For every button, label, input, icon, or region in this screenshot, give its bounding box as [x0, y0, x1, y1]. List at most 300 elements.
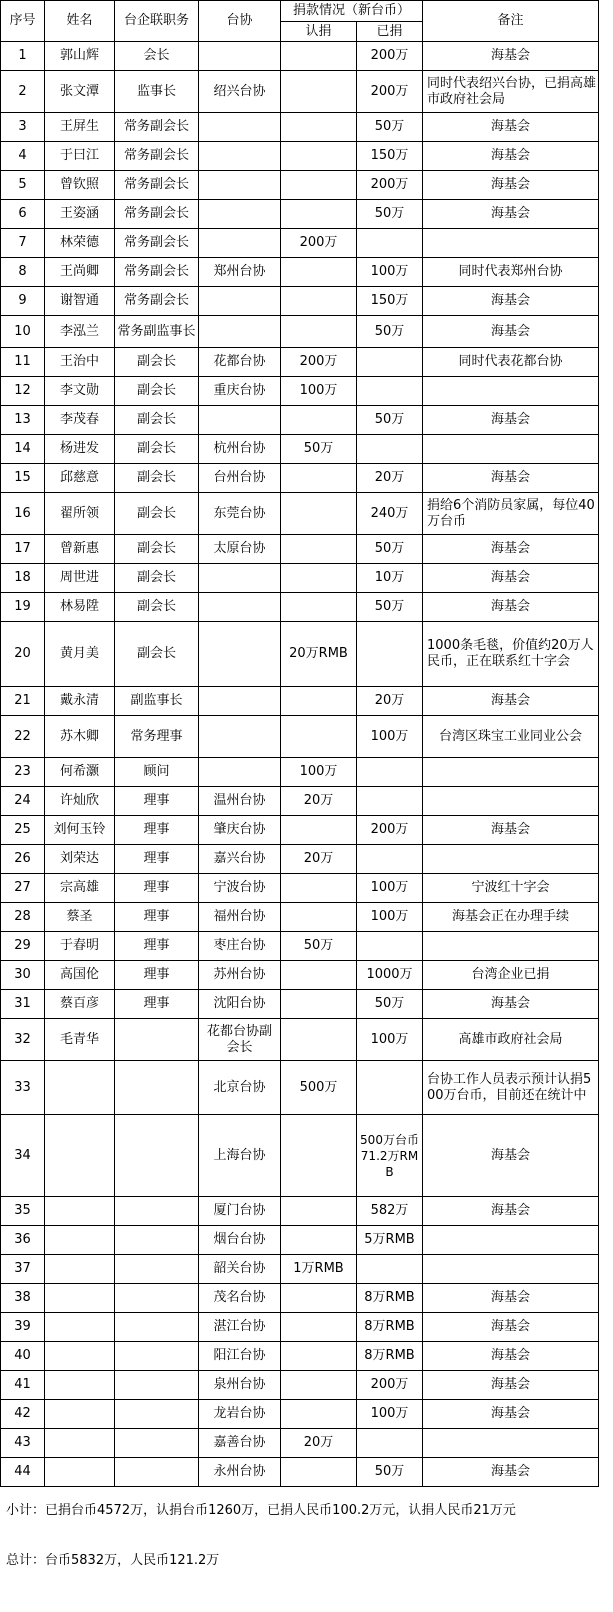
- cell-assoc: 厦门台协: [199, 1197, 281, 1226]
- cell-title: [115, 1313, 199, 1342]
- cell-title: 会长: [115, 42, 199, 71]
- cell-donated: [357, 1061, 423, 1115]
- cell-title: 理事: [115, 961, 199, 990]
- cell-name: [45, 1255, 115, 1284]
- cell-name: 王尚卿: [45, 258, 115, 287]
- cell-assoc: 北京台协: [199, 1061, 281, 1115]
- cell-title: 常务副会长: [115, 229, 199, 258]
- cell-assoc: 永州台协: [199, 1458, 281, 1487]
- cell-name: [45, 1371, 115, 1400]
- cell-donated: 50万: [357, 316, 423, 348]
- cell-pledged: [281, 42, 357, 71]
- cell-donated: [357, 622, 423, 687]
- cell-name: 林易陞: [45, 593, 115, 622]
- cell-name: [45, 1115, 115, 1197]
- table-row: [1, 787, 599, 816]
- cell-title: [115, 1019, 199, 1061]
- cell-donated: [357, 377, 423, 406]
- cell-note: 同时代表绍兴台协，已捐高雄市政府社会局: [423, 71, 599, 113]
- cell-seq: 21: [1, 687, 45, 716]
- cell-name: 宗高雄: [45, 874, 115, 903]
- cell-note: 同时代表郑州台协: [423, 258, 599, 287]
- cell-assoc: [199, 622, 281, 687]
- table-row: [1, 622, 599, 687]
- cell-name: 黄月美: [45, 622, 115, 687]
- cell-note: 海基会: [423, 1371, 599, 1400]
- cell-name: [45, 1284, 115, 1313]
- cell-seq: 6: [1, 200, 45, 229]
- cell-pledged: [281, 464, 357, 493]
- cell-note: [423, 787, 599, 816]
- cell-pledged: [281, 687, 357, 716]
- cell-title: 理事: [115, 932, 199, 961]
- cell-seq: 41: [1, 1371, 45, 1400]
- cell-pledged: 50万: [281, 932, 357, 961]
- table-row: [1, 200, 599, 229]
- cell-pledged: 200万: [281, 348, 357, 377]
- cell-pledged: [281, 903, 357, 932]
- cell-pledged: 200万: [281, 229, 357, 258]
- cell-title: [115, 1400, 199, 1429]
- cell-pledged: 20万RMB: [281, 622, 357, 687]
- cell-pledged: [281, 142, 357, 171]
- cell-note: 海基会: [423, 406, 599, 435]
- cell-seq: 7: [1, 229, 45, 258]
- cell-name: 何希灏: [45, 758, 115, 787]
- table-row: [1, 142, 599, 171]
- cell-seq: 12: [1, 377, 45, 406]
- cell-donated: [357, 758, 423, 787]
- cell-note: [423, 1429, 599, 1458]
- cell-seq: 13: [1, 406, 45, 435]
- cell-pledged: [281, 1400, 357, 1429]
- cell-assoc: 郑州台协: [199, 258, 281, 287]
- cell-pledged: [281, 874, 357, 903]
- cell-pledged: 50万: [281, 435, 357, 464]
- cell-pledged: 500万: [281, 1061, 357, 1115]
- table-row: [1, 1284, 599, 1313]
- cell-assoc: [199, 113, 281, 142]
- table-row: [1, 435, 599, 464]
- cell-assoc: 东莞台协: [199, 493, 281, 535]
- cell-seq: 40: [1, 1342, 45, 1371]
- cell-name: 高国伦: [45, 961, 115, 990]
- cell-name: [45, 1197, 115, 1226]
- cell-pledged: [281, 113, 357, 142]
- cell-donated: 200万: [357, 1371, 423, 1400]
- cell-assoc: [199, 687, 281, 716]
- cell-name: [45, 1061, 115, 1115]
- cell-assoc: [199, 716, 281, 758]
- cell-seq: 26: [1, 845, 45, 874]
- cell-seq: 29: [1, 932, 45, 961]
- cell-seq: 11: [1, 348, 45, 377]
- cell-note: 海基会: [423, 200, 599, 229]
- cell-pledged: 20万: [281, 1429, 357, 1458]
- cell-title: 副监事长: [115, 687, 199, 716]
- cell-assoc: 阳江台协: [199, 1342, 281, 1371]
- cell-note: 海基会: [423, 990, 599, 1019]
- cell-assoc: [199, 406, 281, 435]
- table-row: [1, 1458, 599, 1487]
- cell-donated: 240万: [357, 493, 423, 535]
- cell-assoc: 茂名台协: [199, 1284, 281, 1313]
- table-row: [1, 535, 599, 564]
- cell-pledged: [281, 816, 357, 845]
- cell-pledged: [281, 258, 357, 287]
- cell-name: 王姿涵: [45, 200, 115, 229]
- cell-title: [115, 1115, 199, 1197]
- cell-pledged: [281, 1342, 357, 1371]
- table-row: [1, 593, 599, 622]
- cell-note: 海基会: [423, 1115, 599, 1197]
- cell-pledged: [281, 535, 357, 564]
- table-row: [1, 1255, 599, 1284]
- cell-donated: 100万: [357, 1400, 423, 1429]
- cell-note: 海基会正在办理手续: [423, 903, 599, 932]
- cell-assoc: 嘉善台协: [199, 1429, 281, 1458]
- cell-title: 副会长: [115, 348, 199, 377]
- cell-donated: [357, 1429, 423, 1458]
- cell-donated: 50万: [357, 200, 423, 229]
- cell-note: 海基会: [423, 1313, 599, 1342]
- cell-donated: 150万: [357, 142, 423, 171]
- cell-name: [45, 1313, 115, 1342]
- cell-name: 邱慈意: [45, 464, 115, 493]
- cell-donated: [357, 229, 423, 258]
- cell-note: 海基会: [423, 687, 599, 716]
- cell-name: [45, 1458, 115, 1487]
- cell-note: 宁波红十字会: [423, 874, 599, 903]
- cell-pledged: [281, 493, 357, 535]
- cell-title: 监事长: [115, 71, 199, 113]
- cell-seq: 20: [1, 622, 45, 687]
- cell-title: 常务副会长: [115, 142, 199, 171]
- cell-seq: 23: [1, 758, 45, 787]
- cell-seq: 44: [1, 1458, 45, 1487]
- cell-title: 理事: [115, 816, 199, 845]
- cell-assoc: 台州台协: [199, 464, 281, 493]
- table-row: [1, 1197, 599, 1226]
- header-name: 姓名: [45, 1, 115, 42]
- cell-donated: 10万: [357, 564, 423, 593]
- cell-seq: 36: [1, 1226, 45, 1255]
- cell-note: 海基会: [423, 816, 599, 845]
- cell-title: [115, 1458, 199, 1487]
- cell-note: 海基会: [423, 1342, 599, 1371]
- cell-note: 海基会: [423, 42, 599, 71]
- cell-seq: 16: [1, 493, 45, 535]
- cell-note: [423, 845, 599, 874]
- table-row: [1, 464, 599, 493]
- cell-pledged: [281, 200, 357, 229]
- cell-title: 副会长: [115, 593, 199, 622]
- table-row: [1, 845, 599, 874]
- cell-donated: [357, 845, 423, 874]
- cell-donated: 50万: [357, 990, 423, 1019]
- cell-name: 刘荣达: [45, 845, 115, 874]
- cell-seq: 27: [1, 874, 45, 903]
- cell-seq: 38: [1, 1284, 45, 1313]
- table-row: [1, 406, 599, 435]
- table-row: [1, 493, 599, 535]
- cell-title: 副会长: [115, 622, 199, 687]
- cell-donated: [357, 787, 423, 816]
- cell-seq: 32: [1, 1019, 45, 1061]
- cell-title: 常务副会长: [115, 171, 199, 200]
- cell-title: 常务副会长: [115, 113, 199, 142]
- cell-title: 理事: [115, 845, 199, 874]
- cell-donated: 50万: [357, 113, 423, 142]
- cell-title: 副会长: [115, 464, 199, 493]
- cell-name: 于春明: [45, 932, 115, 961]
- cell-assoc: [199, 564, 281, 593]
- cell-donated: 200万: [357, 816, 423, 845]
- cell-title: 副会长: [115, 564, 199, 593]
- cell-pledged: [281, 593, 357, 622]
- cell-pledged: [281, 406, 357, 435]
- cell-note: 海基会: [423, 535, 599, 564]
- cell-donated: 50万: [357, 406, 423, 435]
- cell-name: 苏木卿: [45, 716, 115, 758]
- cell-name: 刘何玉铃: [45, 816, 115, 845]
- cell-name: 李泓兰: [45, 316, 115, 348]
- cell-seq: 2: [1, 71, 45, 113]
- cell-donated: 20万: [357, 464, 423, 493]
- cell-assoc: [199, 200, 281, 229]
- cell-seq: 42: [1, 1400, 45, 1429]
- cell-note: 海基会: [423, 171, 599, 200]
- cell-assoc: [199, 316, 281, 348]
- cell-donated: 150万: [357, 287, 423, 316]
- cell-title: 副会长: [115, 493, 199, 535]
- table-row: [1, 1019, 599, 1061]
- cell-pledged: [281, 1226, 357, 1255]
- table-row: [1, 1400, 599, 1429]
- table-row: [1, 1313, 599, 1342]
- cell-assoc: 烟台台协: [199, 1226, 281, 1255]
- cell-note: 海基会: [423, 287, 599, 316]
- cell-seq: 19: [1, 593, 45, 622]
- cell-name: 李茂春: [45, 406, 115, 435]
- cell-seq: 14: [1, 435, 45, 464]
- cell-note: [423, 229, 599, 258]
- cell-assoc: 上海台协: [199, 1115, 281, 1197]
- cell-donated: 200万: [357, 42, 423, 71]
- cell-note: 海基会: [423, 142, 599, 171]
- header-pledged: 认捐: [281, 22, 357, 42]
- cell-pledged: 20万: [281, 845, 357, 874]
- table-row: [1, 316, 599, 348]
- cell-donated: 20万: [357, 687, 423, 716]
- cell-donated: 100万: [357, 716, 423, 758]
- cell-donated: 8万RMB: [357, 1342, 423, 1371]
- cell-title: 常务副会长: [115, 287, 199, 316]
- subtotal-line: 小计：已捐台币4572万，认捐台币1260万，已捐人民币100.2万元，认捐人民币21万元: [6, 1503, 516, 1518]
- cell-name: 蔡百彦: [45, 990, 115, 1019]
- table-row: [1, 758, 599, 787]
- cell-name: 曾钦照: [45, 171, 115, 200]
- cell-pledged: [281, 71, 357, 113]
- cell-seq: 28: [1, 903, 45, 932]
- cell-assoc: 绍兴台协: [199, 71, 281, 113]
- cell-donated: 200万: [357, 71, 423, 113]
- table-row: [1, 1226, 599, 1255]
- cell-name: 李文勋: [45, 377, 115, 406]
- cell-donated: [357, 932, 423, 961]
- cell-note: 海基会: [423, 593, 599, 622]
- header-seq: 序号: [1, 1, 45, 42]
- cell-pledged: [281, 564, 357, 593]
- table-row: [1, 932, 599, 961]
- cell-assoc: [199, 142, 281, 171]
- cell-name: 郭山辉: [45, 42, 115, 71]
- cell-assoc: 太原台协: [199, 535, 281, 564]
- cell-title: 副会长: [115, 535, 199, 564]
- table-row: [1, 171, 599, 200]
- cell-seq: 24: [1, 787, 45, 816]
- cell-assoc: 重庆台协: [199, 377, 281, 406]
- table-row: [1, 903, 599, 932]
- cell-name: 林荣德: [45, 229, 115, 258]
- table-row: [1, 42, 599, 71]
- cell-name: 许灿欣: [45, 787, 115, 816]
- cell-title: 副会长: [115, 377, 199, 406]
- cell-title: [115, 1342, 199, 1371]
- cell-assoc: 韶关台协: [199, 1255, 281, 1284]
- table-row: [1, 348, 599, 377]
- cell-seq: 35: [1, 1197, 45, 1226]
- table-row: [1, 71, 599, 113]
- cell-pledged: 1万RMB: [281, 1255, 357, 1284]
- cell-note: 海基会: [423, 113, 599, 142]
- cell-title: [115, 1284, 199, 1313]
- cell-title: 常务副监事长: [115, 316, 199, 348]
- cell-seq: 31: [1, 990, 45, 1019]
- cell-assoc: 嘉兴台协: [199, 845, 281, 874]
- cell-donated: 50万: [357, 535, 423, 564]
- cell-seq: 18: [1, 564, 45, 593]
- cell-seq: 1: [1, 42, 45, 71]
- cell-assoc: 枣庄台协: [199, 932, 281, 961]
- cell-seq: 9: [1, 287, 45, 316]
- header-donation: 捐款情况（新台币）: [281, 1, 423, 22]
- cell-pledged: 100万: [281, 758, 357, 787]
- cell-note: 高雄市政府社会局: [423, 1019, 599, 1061]
- cell-note: 海基会: [423, 1400, 599, 1429]
- cell-assoc: 杭州台协: [199, 435, 281, 464]
- cell-assoc: 泉州台协: [199, 1371, 281, 1400]
- cell-title: [115, 1371, 199, 1400]
- cell-note: [423, 758, 599, 787]
- cell-title: 常务副会长: [115, 258, 199, 287]
- table-row: [1, 961, 599, 990]
- table-row: [1, 229, 599, 258]
- cell-name: 谢智通: [45, 287, 115, 316]
- cell-donated: 50万: [357, 1458, 423, 1487]
- cell-donated: 100万: [357, 874, 423, 903]
- table-row: [1, 377, 599, 406]
- cell-assoc: 沈阳台协: [199, 990, 281, 1019]
- cell-pledged: [281, 716, 357, 758]
- cell-donated: 582万: [357, 1197, 423, 1226]
- cell-name: [45, 1400, 115, 1429]
- cell-assoc: 宁波台协: [199, 874, 281, 903]
- cell-seq: 10: [1, 316, 45, 348]
- cell-seq: 39: [1, 1313, 45, 1342]
- cell-assoc: [199, 229, 281, 258]
- cell-note: 同时代表花都台协: [423, 348, 599, 377]
- cell-name: 翟所领: [45, 493, 115, 535]
- cell-title: 理事: [115, 787, 199, 816]
- cell-title: 理事: [115, 903, 199, 932]
- cell-donated: 50万: [357, 593, 423, 622]
- header-assoc: 台协: [199, 1, 281, 42]
- cell-donated: 100万: [357, 1019, 423, 1061]
- cell-pledged: [281, 171, 357, 200]
- cell-pledged: [281, 1284, 357, 1313]
- cell-donated: 500万台币 71.2万RMB: [357, 1115, 423, 1197]
- cell-assoc: [199, 171, 281, 200]
- cell-pledged: 20万: [281, 787, 357, 816]
- cell-pledged: [281, 1371, 357, 1400]
- cell-pledged: [281, 961, 357, 990]
- cell-note: 台协工作人员表示预计认捐500万台币，目前还在统计中: [423, 1061, 599, 1115]
- table-row: [1, 816, 599, 845]
- table-row: [1, 564, 599, 593]
- cell-assoc: 花都台协: [199, 348, 281, 377]
- cell-note: 海基会: [423, 464, 599, 493]
- table-row: [1, 1429, 599, 1458]
- cell-note: [423, 435, 599, 464]
- cell-title: [115, 1226, 199, 1255]
- cell-donated: [357, 435, 423, 464]
- cell-seq: 43: [1, 1429, 45, 1458]
- cell-name: 王屏生: [45, 113, 115, 142]
- cell-note: 海基会: [423, 1458, 599, 1487]
- cell-note: 捐给6个消防员家属，每位40万台币: [423, 493, 599, 535]
- cell-name: 杨进发: [45, 435, 115, 464]
- cell-note: 台湾企业已捐: [423, 961, 599, 990]
- cell-assoc: [199, 593, 281, 622]
- cell-title: [115, 1061, 199, 1115]
- header-row-1: [1, 1, 599, 22]
- table-row: [1, 1061, 599, 1115]
- cell-donated: 5万RMB: [357, 1226, 423, 1255]
- cell-seq: 37: [1, 1255, 45, 1284]
- cell-donated: 100万: [357, 258, 423, 287]
- cell-assoc: 肇庆台协: [199, 816, 281, 845]
- cell-name: 于曰江: [45, 142, 115, 171]
- cell-title: 副会长: [115, 435, 199, 464]
- table-row: [1, 113, 599, 142]
- cell-note: [423, 932, 599, 961]
- cell-name: [45, 1226, 115, 1255]
- table-row: [1, 716, 599, 758]
- cell-name: 毛青华: [45, 1019, 115, 1061]
- header-note: 备注: [423, 1, 599, 42]
- cell-assoc: 花都台协副会长: [199, 1019, 281, 1061]
- cell-seq: 30: [1, 961, 45, 990]
- cell-name: 张文潭: [45, 71, 115, 113]
- cell-title: 副会长: [115, 406, 199, 435]
- cell-seq: 33: [1, 1061, 45, 1115]
- table-row: [1, 1371, 599, 1400]
- cell-title: 顾问: [115, 758, 199, 787]
- cell-donated: 100万: [357, 903, 423, 932]
- cell-seq: 8: [1, 258, 45, 287]
- cell-note: [423, 1255, 599, 1284]
